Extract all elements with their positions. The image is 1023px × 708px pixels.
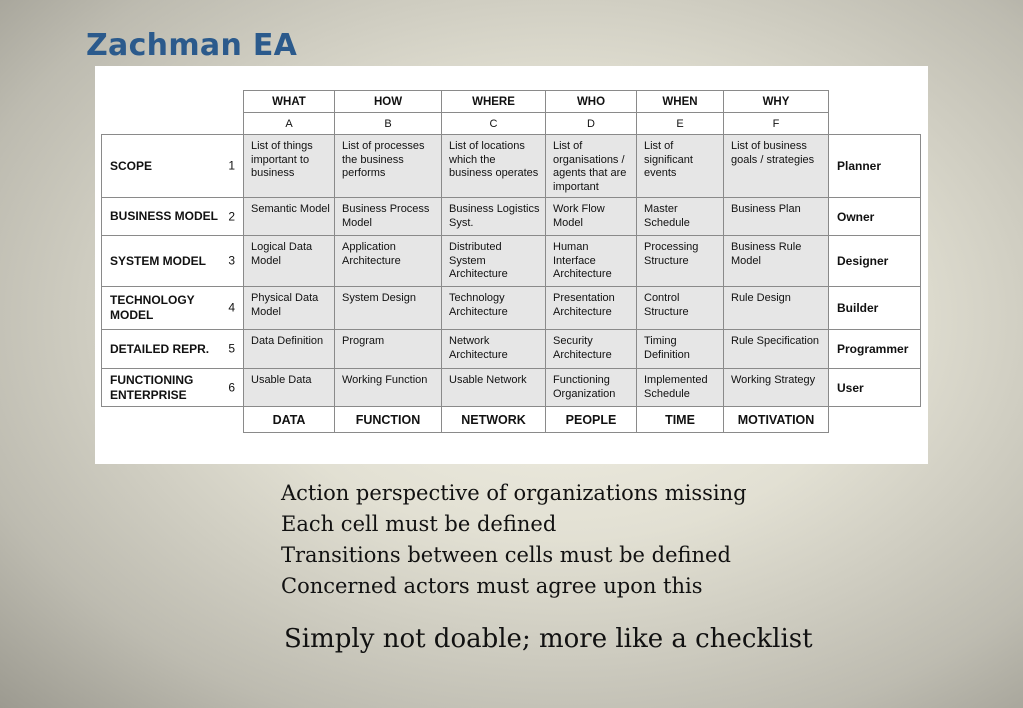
bullet-list — [281, 478, 747, 602]
row-label — [102, 236, 244, 287]
table-row — [102, 198, 921, 236]
column-header: WHAT — [244, 91, 335, 113]
table-cell: List of things important to business — [244, 135, 335, 198]
table-cell: Functioning Organization — [546, 369, 637, 407]
table-cell: Working Strategy — [724, 369, 829, 407]
column-letter-row — [102, 113, 921, 135]
table-cell: Application Architecture — [335, 236, 442, 287]
column-header: WHERE — [442, 91, 546, 113]
row-label — [102, 198, 244, 236]
table-cell: Processing Structure — [637, 236, 724, 287]
column-footer: MOTIVATION — [724, 407, 829, 433]
table-cell: List of significant events — [637, 135, 724, 198]
table-cell: Technology Architecture — [442, 287, 546, 330]
row-role: Designer — [829, 236, 921, 287]
bullet-item: Transitions between cells must be defined — [281, 543, 731, 567]
row-role: User — [829, 369, 921, 407]
row-label — [102, 135, 244, 198]
table-row — [102, 369, 921, 407]
row-name: SCOPE — [110, 158, 153, 173]
corner-spacer — [102, 91, 244, 113]
row-name: TECHNOLOGY MODEL — [110, 293, 195, 322]
column-letter: F — [724, 113, 829, 135]
table-cell: Human Interface Architecture — [546, 236, 637, 287]
table-cell: Rule Specification — [724, 330, 829, 369]
table-cell: Semantic Model — [244, 198, 335, 236]
table-cell: List of organisations / agents that are important — [546, 135, 637, 198]
table-row — [102, 236, 921, 287]
column-header: WHO — [546, 91, 637, 113]
table-cell: Data Definition — [244, 330, 335, 369]
table-cell: Business Plan — [724, 198, 829, 236]
column-footer-row — [102, 407, 921, 433]
table-cell: List of locations which the business operates — [442, 135, 546, 198]
table-cell: Program — [335, 330, 442, 369]
table-cell: List of processes the business performs — [335, 135, 442, 198]
zachman-framework-table — [101, 90, 921, 433]
column-header-row — [102, 91, 921, 113]
table-row — [102, 135, 921, 198]
row-role: Programmer — [829, 330, 921, 369]
table-cell: Usable Network — [442, 369, 546, 407]
column-letter: A — [244, 113, 335, 135]
row-role: Builder — [829, 287, 921, 330]
table-cell: Business Process Model — [335, 198, 442, 236]
table-cell: Usable Data — [244, 369, 335, 407]
table-cell: Timing Definition — [637, 330, 724, 369]
slide-title: Zachman EA — [86, 28, 298, 63]
column-footer: DATA — [244, 407, 335, 433]
row-role: Owner — [829, 198, 921, 236]
table-cell: Master Schedule — [637, 198, 724, 236]
table-cell: Control Structure — [637, 287, 724, 330]
table-cell: Logical Data Model — [244, 236, 335, 287]
table-cell: Work Flow Model — [546, 198, 637, 236]
column-letter: D — [546, 113, 637, 135]
row-label — [102, 369, 244, 407]
row-label — [102, 287, 244, 330]
table-cell: Working Function — [335, 369, 442, 407]
row-name: BUSINESS MODEL — [110, 209, 219, 223]
row-label — [102, 330, 244, 369]
table-cell: Business Logistics Syst. — [442, 198, 546, 236]
column-footer: PEOPLE — [546, 407, 637, 433]
column-letter: E — [637, 113, 724, 135]
table-cell: List of business goals / strategies — [724, 135, 829, 198]
table-cell: System Design — [335, 287, 442, 330]
conclusion-text: Simply not doable; more like a checklist — [284, 624, 813, 654]
table-row — [102, 287, 921, 330]
table-cell: Network Architecture — [442, 330, 546, 369]
column-footer: FUNCTION — [335, 407, 442, 433]
row-number: 4 — [228, 300, 235, 315]
table-row — [102, 330, 921, 369]
row-name: SYSTEM MODEL — [110, 253, 207, 268]
row-number: 3 — [228, 253, 235, 268]
table-cell: Rule Design — [724, 287, 829, 330]
row-number: 1 — [228, 158, 235, 173]
bullet-item: Each cell must be defined — [281, 512, 557, 536]
zachman-framework-figure — [95, 66, 928, 464]
row-number: 5 — [228, 341, 235, 356]
row-name: FUNCTIONING ENTERPRISE — [110, 372, 194, 402]
column-letter: B — [335, 113, 442, 135]
column-header: HOW — [335, 91, 442, 113]
table-cell: Presentation Architecture — [546, 287, 637, 330]
table-cell: Security Architecture — [546, 330, 637, 369]
column-footer: TIME — [637, 407, 724, 433]
column-letter: C — [442, 113, 546, 135]
column-footer: NETWORK — [442, 407, 546, 433]
table-cell: Physical Data Model — [244, 287, 335, 330]
row-name: DETAILED REPR. — [110, 341, 210, 356]
bullet-item: Action perspective of organizations missing — [281, 481, 747, 505]
column-header: WHEN — [637, 91, 724, 113]
table-cell: Implemented Schedule — [637, 369, 724, 407]
table-cell: Business Rule Model — [724, 236, 829, 287]
row-role: Planner — [829, 135, 921, 198]
table-cell: Distributed System Architecture — [442, 236, 546, 287]
row-number: 2 — [228, 209, 235, 223]
bullet-item: Concerned actors must agree upon this — [281, 574, 703, 598]
column-header: WHY — [724, 91, 829, 113]
row-number: 6 — [228, 380, 235, 394]
